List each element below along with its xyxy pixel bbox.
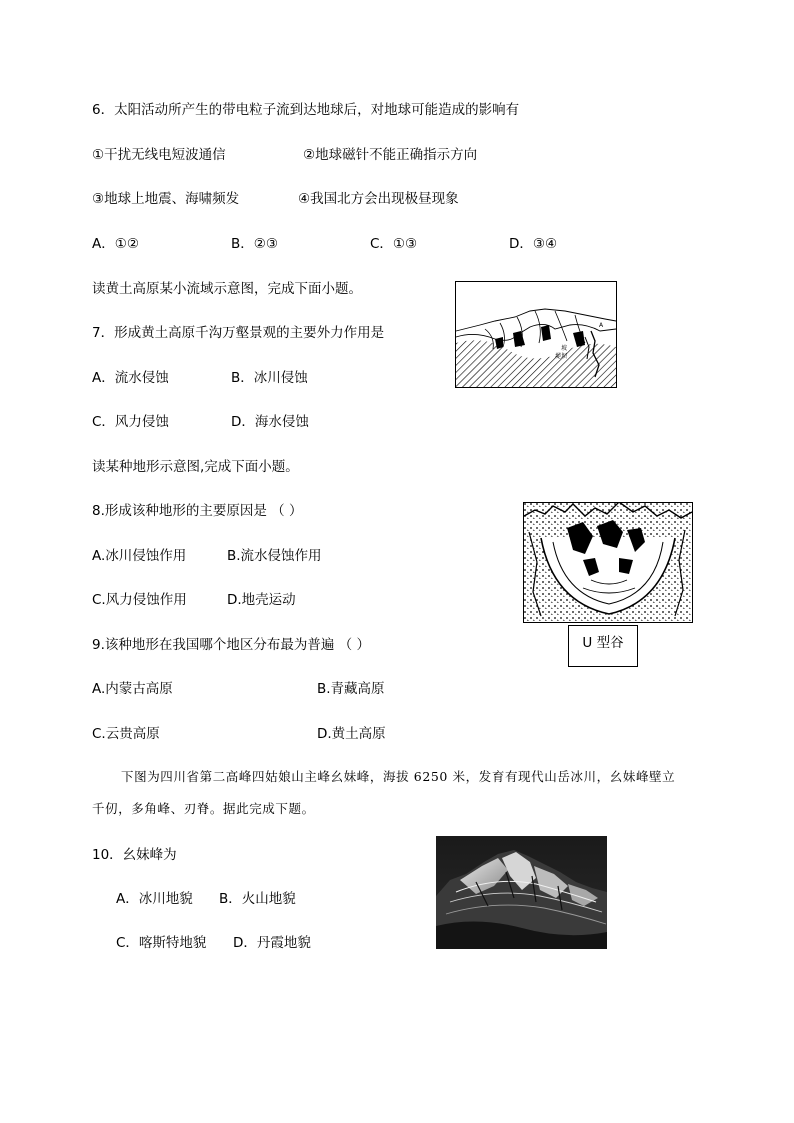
- q9-option-c: C.云贵高原: [92, 726, 160, 742]
- q7-stem: 7．形成黄土高原千沟万壑景观的主要外力作用是: [92, 325, 385, 341]
- q7-option-c: C．风力侵蚀: [92, 414, 169, 430]
- fig1-label-a: A: [599, 322, 604, 329]
- q9-option-a: A.内蒙古高原: [92, 681, 173, 697]
- q8-option-d: D.地壳运动: [227, 592, 296, 608]
- q6-option-b: B．②③: [231, 236, 278, 252]
- q8-option-a: A.冰川侵蚀作用: [92, 548, 187, 564]
- q10-option-a: A．冰川地貌: [116, 891, 193, 907]
- loess-watershed-figure: [455, 281, 617, 388]
- fig1-label-dam: 堤坝: [555, 353, 568, 360]
- q6-item-2: ②地球磁针不能正确指示方向: [303, 147, 478, 163]
- q10-option-b: B．火山地貌: [219, 891, 296, 907]
- q9-option-b: B.青藏高原: [317, 681, 385, 697]
- yaomei-peak-photo: [436, 836, 607, 949]
- q7-option-d: D．海水侵蚀: [231, 414, 309, 430]
- q6-option-c: C．①③: [370, 236, 418, 252]
- q10-stem: 10．幺妹峰为: [92, 847, 177, 863]
- q9-stem: 9.该种地形在我国哪个地区分布最为普遍 （ ）: [92, 637, 370, 653]
- u-valley-figure: [523, 502, 693, 623]
- intro-q10-line-2: 千仞，多角峰、刃脊。据此完成下题。: [92, 801, 315, 816]
- q8-option-c: C.风力侵蚀作用: [92, 592, 187, 608]
- u-valley-caption: U 型谷: [568, 625, 638, 667]
- q6-item-4: ④我国北方会出现极昼现象: [298, 191, 459, 207]
- q6-option-a: A．①②: [92, 236, 139, 252]
- q8-stem: 8.形成该种地形的主要原因是 （ ）: [92, 503, 303, 519]
- q6-option-d: D．③④: [509, 236, 558, 252]
- q7-option-a: A．流水侵蚀: [92, 370, 169, 386]
- intro-q7: 读黄土高原某小流域示意图，完成下面小题。: [92, 281, 362, 297]
- q9-option-d: D.黄土高原: [317, 726, 386, 742]
- q6-stem: 6．太阳活动所产生的带电粒子流到达地球后，对地球可能造成的影响有: [92, 102, 520, 118]
- q10-option-d: D．丹霞地貌: [233, 935, 311, 951]
- intro-q10-line-1: 下图为四川省第二高峰四姑娘山主峰幺妹峰，海拔 6250 米，发育有现代山岳冰川，幺妹峰壁立: [121, 769, 676, 784]
- q6-item-3: ③地球上地震、海啸频发: [92, 191, 240, 207]
- q8-option-b: B.流水侵蚀作用: [227, 548, 322, 564]
- q6-item-1: ①干扰无线电短波通信: [92, 147, 226, 163]
- q7-option-b: B．冰川侵蚀: [231, 370, 308, 386]
- intro-q8: 读某种地形示意图,完成下面小题。: [92, 459, 299, 475]
- q10-option-c: C．喀斯特地貌: [116, 935, 207, 951]
- fig1-label-slope: 坡: [561, 345, 568, 352]
